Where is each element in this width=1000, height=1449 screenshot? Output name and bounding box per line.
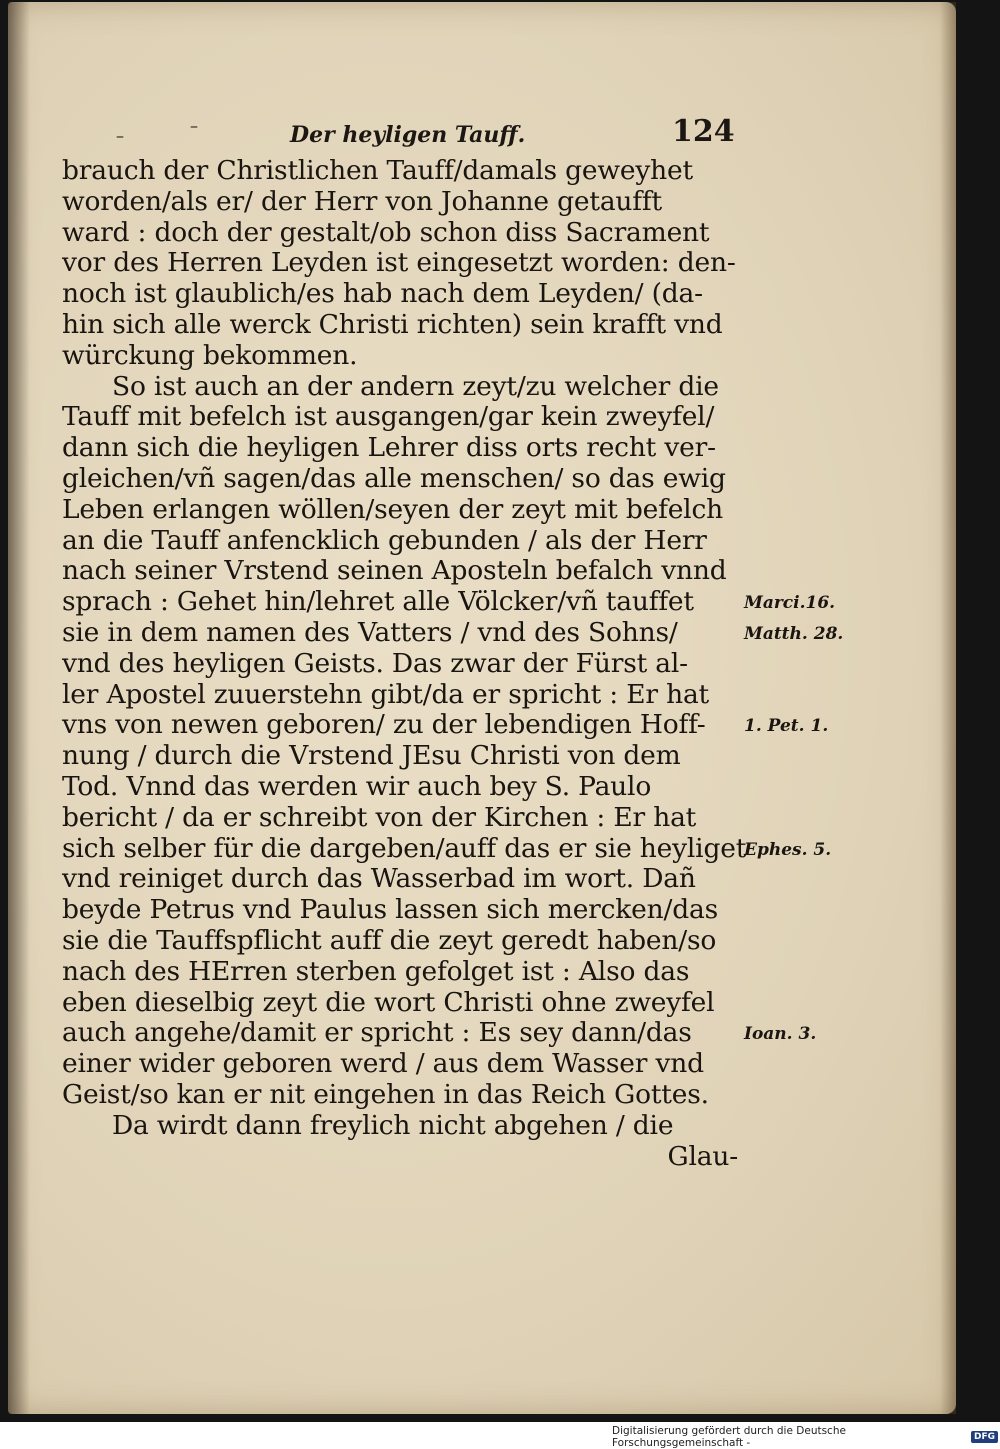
text-line: So ist auch an der andern zeyt/zu welcher die	[112, 370, 719, 402]
text-line: Tauff mit befelch ist ausgangen/gar kein zweyfel/	[62, 401, 715, 433]
text-line: hin sich alle werck Christi richten) sein krafft vnd	[62, 308, 723, 340]
text-line: nach des HErren sterben gefolget ist : Also das	[62, 955, 690, 987]
text-line: vnd des heyligen Geists. Das zwar der Fürst al-	[62, 647, 688, 679]
catchword: Glau-	[667, 1140, 738, 1172]
page-gutter-shadow	[8, 2, 30, 1414]
text-line: Tod. Vnnd das werden wir auch bey S. Paulo	[62, 770, 652, 802]
text-line: Leben erlangen wöllen/seyen der zeyt mit befelch	[62, 493, 723, 525]
body-text	[62, 155, 747, 1172]
text-line: ward : doch der gestalt/ob schon diss Sacrament	[62, 216, 710, 248]
running-title: Der heyligen Tauff.	[290, 122, 526, 148]
text-line: bericht / da er schreibt von der Kirchen : Er hat	[62, 801, 697, 833]
text-line: gleichen/vñ sagen/das alle menschen/ so das ewig	[62, 462, 726, 494]
marginal-note: Ioan. 3.	[744, 1024, 817, 1045]
marginal-note: Matth. 28.	[744, 624, 844, 644]
header-mark-mid: –	[190, 116, 198, 135]
text-line: vor des Herren Leyden ist eingesetzt worden: den-	[62, 247, 736, 279]
marginal-note: Ephes. 5.	[744, 839, 832, 860]
page-number: 124	[672, 114, 735, 149]
text-line: worden/als er/ der Herr von Johanne getaufft	[62, 185, 662, 217]
digitization-credit	[612, 1424, 1000, 1449]
marginal-note: 1. Pet. 1.	[744, 716, 829, 737]
text-line: nach seiner Vrstend seinen Aposteln befalch vnnd	[62, 555, 727, 587]
marginal-note: Marci.16.	[744, 593, 836, 614]
text-line: sprach : Gehet hin/lehret alle Völcker/vñ tauffet	[62, 586, 694, 618]
page-edge-shadow	[940, 2, 956, 1414]
credit-text: Digitalisierung gefördert durch die Deutsche Forschungsgemeinschaft -	[612, 1424, 846, 1449]
text-line: einer wider geboren werd / aus dem Wasser vnd	[62, 1048, 704, 1080]
text-line: Geist/so kan er nit eingehen in das Reich Gottes.	[62, 1078, 709, 1110]
header-mark-left: –	[116, 126, 124, 145]
text-line: Da wirdt dann freylich nicht abgehen / die	[112, 1109, 674, 1141]
text-line: sie in dem namen des Vatters / vnd des Sohns/	[62, 616, 678, 648]
text-line: sie die Tauffspflicht auff die zeyt geredt haben/so	[62, 924, 717, 956]
text-line: würckung bekommen.	[62, 339, 358, 371]
text-line: ler Apostel zuuerstehn gibt/da er spricht : Er hat	[62, 678, 710, 710]
text-line: dann sich die heyligen Lehrer diss orts recht ver-	[62, 432, 716, 464]
text-line: nung / durch die Vrstend JEsu Christi von dem	[62, 740, 681, 772]
text-line: beyde Petrus vnd Paulus lassen sich mercken/das	[62, 894, 718, 926]
text-line: an die Tauff anfencklich gebunden / als der Herr	[62, 524, 707, 556]
text-line: noch ist glaublich/es hab nach dem Leyden/ (da-	[62, 278, 703, 310]
text-line: eben dieselbig zeyt die wort Christi ohne zweyfel	[62, 986, 715, 1018]
text-line: sich selber für die dargeben/auff das er sie heyliget	[62, 832, 747, 864]
page-header	[60, 112, 750, 152]
marginal-notes	[744, 0, 854, 1422]
text-line: brauch der Christlichen Tauff/damals geweyhet	[62, 155, 693, 186]
dfg-logo: DFG	[971, 1431, 998, 1443]
text-line: auch angehe/damit er spricht : Es sey dann/das	[62, 1017, 692, 1049]
text-line: vns von newen geboren/ zu der lebendigen Hoff-	[62, 709, 706, 741]
text-line: vnd reiniget durch das Wasserbad im wort. Dañ	[62, 863, 696, 895]
